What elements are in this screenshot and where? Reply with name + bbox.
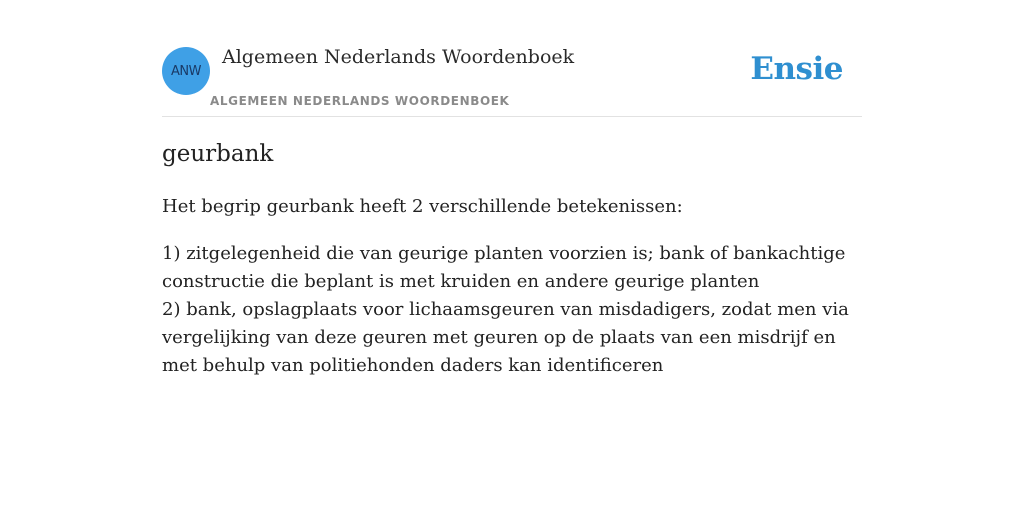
definition-item: 1) zitgelegenheid die van geurige planten voorzien is; bank of bankachtige constructie die beplant is met kruiden en andere geurige planten <box>162 243 846 292</box>
ensie-logo[interactable]: Ensie <box>750 51 843 87</box>
definition-list <box>162 240 862 380</box>
entry-word: geurbank <box>162 141 274 167</box>
site-subtitle: ALGEMEEN NEDERLANDS WOORDENBOEK <box>210 94 510 108</box>
entry-content <box>162 138 862 380</box>
definition-item: 2) bank, opslagplaats voor lichaamsgeuren van misdadigers, zodat men via vergelijking van deze geuren met geuren op de plaats van een misdrijf en met behulp van politiehonden daders kan identificeren <box>162 299 849 376</box>
site-title[interactable]: Algemeen Nederlands Woordenboek <box>222 46 575 68</box>
anw-logo[interactable]: ANW <box>162 47 210 95</box>
entry-intro: Het begrip geurbank heeft 2 verschillende betekenissen: <box>162 196 683 217</box>
header <box>162 44 862 117</box>
